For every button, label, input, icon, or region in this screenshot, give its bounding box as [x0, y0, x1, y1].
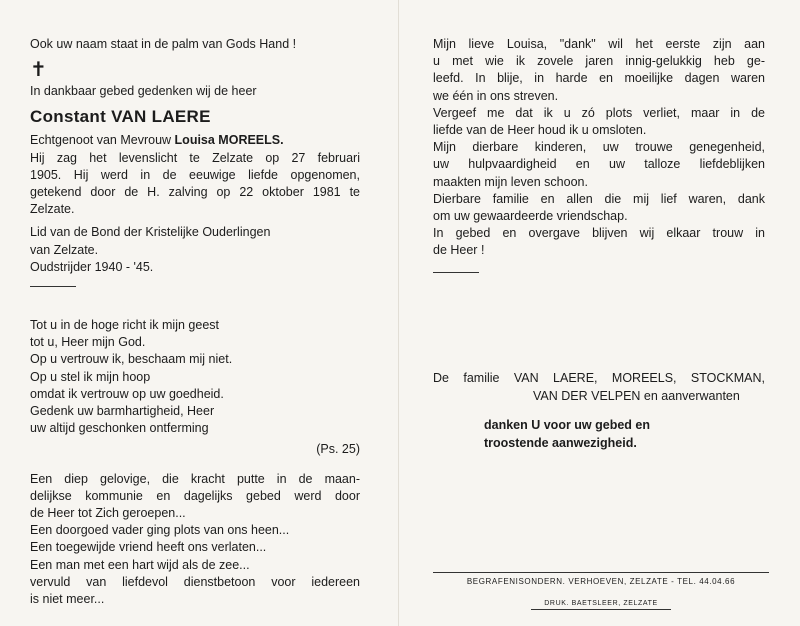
psalm-line: Op u stel ik mijn hoop	[30, 369, 151, 384]
family-block	[433, 370, 765, 405]
tribute-line: delijkse kommunie en dagelijks gebed werd door	[30, 488, 360, 503]
printer-rule	[531, 609, 671, 610]
tribute-line: is niet meer...	[30, 592, 105, 607]
psalm-line: omdat ik vertrouw op uw goedheid.	[30, 386, 224, 401]
thanks-line: troostende aanwezigheid.	[484, 435, 637, 450]
bio-line: Zelzate.	[30, 202, 75, 217]
bio-line: getekend door de H. zalving op 22 oktober 1981 te	[30, 185, 360, 200]
veteran-line: Oudstrijder 1940 - '45.	[30, 259, 154, 274]
cross-icon: ✝	[30, 59, 47, 82]
family-line: De familie VAN LAERE, MOREELS, STOCKMAN,	[433, 371, 765, 385]
membership-line: van Zelzate.	[30, 242, 99, 257]
psalm-line: uw altijd geschonken ontferming	[30, 421, 209, 436]
dedication-line: In dankbaar gebed gedenken wij de heer	[30, 84, 257, 99]
psalm-reference: (Ps. 25)	[316, 442, 360, 457]
printer-credit: DRUK. BAETSLEER, ZELZATE	[544, 600, 658, 607]
message-line: u met wie ik zovele jaren innig-gelukkig heb ge-	[433, 54, 765, 69]
tribute-line: Een diep gelovige, die kracht putte in de maan-	[30, 471, 360, 486]
left-panel	[30, 36, 360, 608]
message-line: Mijn lieve Louisa, "dank" wil het eerste zijn aan	[433, 37, 765, 51]
message-line: liefde van de Heer houd ik u omsloten.	[433, 123, 647, 138]
spouse-prefix: Echtgenoot van Mevrouw	[30, 133, 172, 148]
psalm-line: Gedenk uw barmhartigheid, Heer	[30, 404, 215, 419]
tribute-line: de Heer tot Zich geroepen...	[30, 506, 186, 521]
right-panel	[433, 36, 765, 273]
membership-block	[30, 224, 360, 258]
message-line: In gebed en overgave blijven wij elkaar trouw in	[433, 226, 765, 241]
footer	[433, 572, 769, 610]
tribute-line: Een man met een hart wijd als de zee...	[30, 557, 250, 572]
bio-line: Hij zag het levenslicht te Zelzate op 27 februari	[30, 150, 360, 165]
spouse-line	[30, 132, 360, 149]
tribute-line: Een toegewijde vriend heeft ons verlaten...	[30, 540, 267, 555]
message-line: uw hulpvaardigheid en uw talloze liefdeblijken	[433, 157, 765, 172]
message-line: leefd. In blije, in harde en moeilijke dagen waren	[433, 71, 765, 86]
spouse-name: Louisa MOREELS.	[174, 133, 284, 148]
bio-line: 1905. Hij werd in de eeuwige liefde opgenomen,	[30, 167, 360, 182]
psalm-block	[30, 317, 360, 437]
tribute-block	[30, 471, 360, 609]
thanks-line: danken U voor uw gebed en	[484, 418, 650, 432]
message-line: Dierbare familie en allen die mij lief waren, dank	[433, 191, 765, 206]
membership-line: Lid van de Bond der Kristelijke Ouderlingen	[30, 225, 271, 240]
message-line: Vergeef me dat ik u zó plots verliet, maar in de	[433, 105, 765, 120]
message-line: de Heer !	[433, 243, 485, 258]
message-line: we één in ons streven.	[433, 88, 559, 103]
fold-line	[398, 0, 399, 626]
intro-line: Ook uw naam staat in de palm van Gods Hand !	[30, 37, 297, 51]
message-line: om uw gewaardeerde vriendschap.	[433, 209, 628, 224]
divider	[433, 272, 479, 273]
psalm-line: Tot u in de hoge richt ik mijn geest	[30, 318, 219, 333]
funeral-home: BEGRAFENISONDERN. VERHOEVEN, ZELZATE - TEL. 44.04.66	[433, 572, 769, 586]
message-line: Mijn dierbare kinderen, uw trouwe genegenheid,	[433, 140, 765, 155]
deceased-name: Constant VAN LAERE	[30, 107, 211, 127]
bio-block	[30, 150, 360, 219]
tribute-line: Een doorgoed vader ging plots van ons heen...	[30, 523, 290, 538]
psalm-line: tot u, Heer mijn God.	[30, 335, 146, 350]
thanks-block	[484, 417, 650, 452]
tribute-line: vervuld van liefdevol dienstbetoon voor iedereen	[30, 574, 360, 589]
psalm-line: Op u vertrouw ik, beschaam mij niet.	[30, 352, 233, 367]
family-line: VAN DER VELPEN en aanverwanten	[533, 388, 740, 403]
message-line: maakten mijn leven schoon.	[433, 174, 588, 189]
